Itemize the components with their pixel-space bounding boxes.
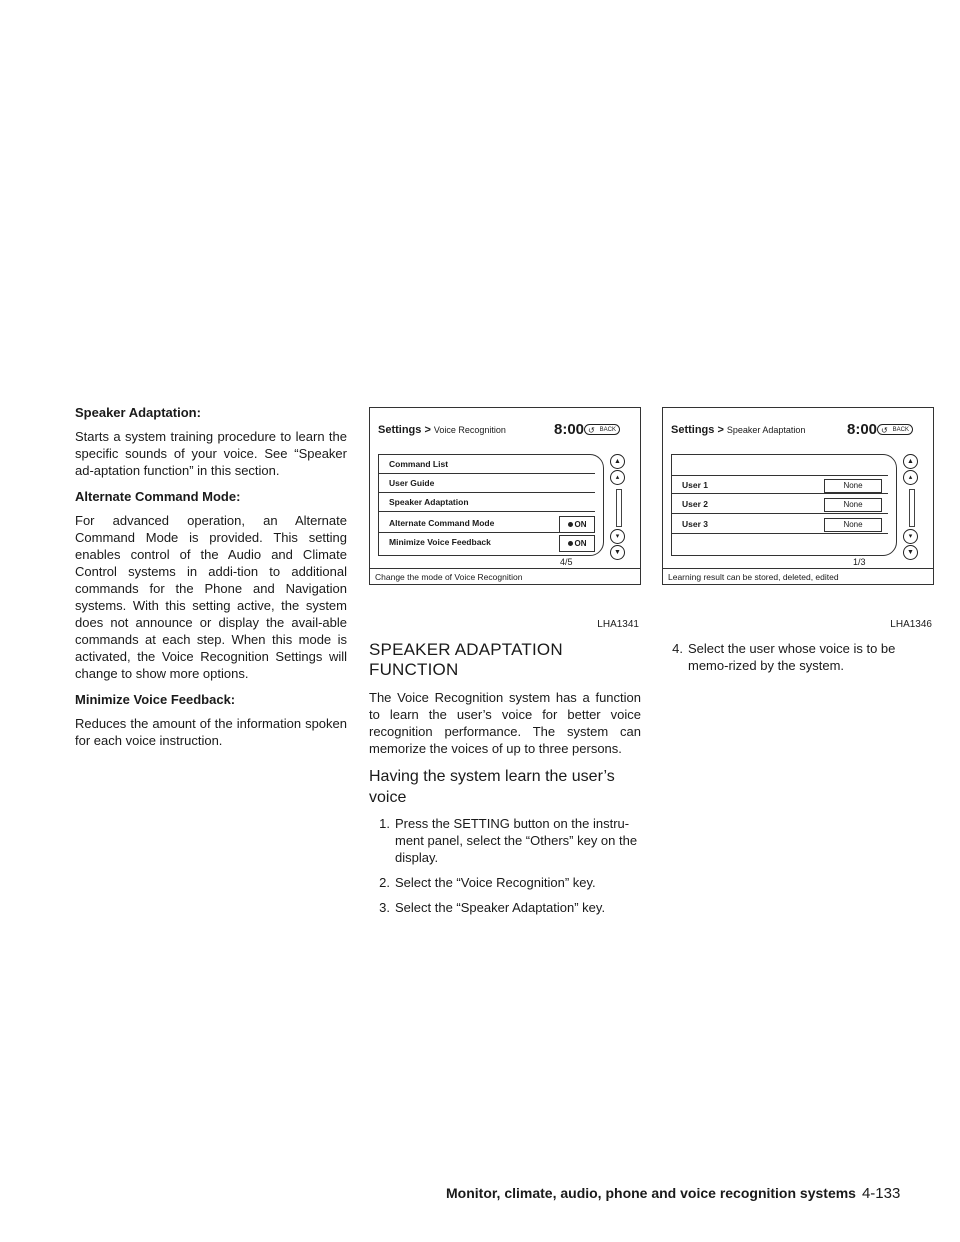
user-status: None [824, 518, 882, 532]
scroll-up-icon[interactable]: ▴ [610, 470, 625, 485]
step-item [369, 874, 641, 891]
user-list [671, 454, 897, 556]
scroll-up-icon[interactable]: ▴ [903, 470, 918, 485]
step-number: 4. [672, 641, 683, 656]
chapter-title: Monitor, climate, audio, phone and voice recognition systems [446, 1185, 856, 1201]
step-text: Select the “Voice Recognition” key. [395, 875, 596, 890]
column-2 [369, 640, 641, 924]
menu-item-minimize-voice-feedback[interactable]: Minimize Voice Feedback ON [379, 533, 595, 552]
step-item [369, 899, 641, 916]
scroll-down-icon[interactable]: ▾ [903, 529, 918, 544]
alternate-command-mode-heading: Alternate Command Mode: [75, 489, 241, 504]
page-down-icon[interactable]: ▼ [903, 545, 918, 560]
intro-paragraph: The Voice Recognition system has a function to learn the user’s voice for better voice recognition performance. The system can memorize the voices of up to three persons. [369, 690, 641, 756]
screen-footer-text: Change the mode of Voice Recognition [370, 568, 640, 585]
scrollbar[interactable] [616, 489, 622, 527]
scroll-down-icon[interactable]: ▾ [610, 529, 625, 544]
step-number: 3. [379, 900, 390, 915]
user-row[interactable]: User 3 None [672, 515, 888, 534]
speaker-adaptation-text: Starts a system training procedure to learn the specific sounds of your voice. See “Speaker ad-aptation function” in this section. [75, 429, 347, 478]
display-screen [369, 407, 641, 585]
section-title: SPEAKER ADAPTATION FUNCTION [369, 640, 563, 679]
page-indicator: 4/5 [560, 557, 573, 567]
screen-clock: 8:00 [554, 421, 585, 438]
user-status: None [824, 479, 882, 493]
speaker-adaptation-screen-figure [662, 407, 934, 633]
column-3 [662, 640, 934, 682]
scrollbar[interactable] [909, 489, 915, 527]
step-item [369, 815, 641, 866]
step-number: 1. [379, 816, 390, 831]
back-arrow-icon: ↺ [881, 426, 888, 435]
scroll-controls [608, 454, 628, 554]
voice-recognition-screen-figure [369, 407, 641, 633]
user-row[interactable]: User 1 None [672, 475, 888, 494]
page-down-icon[interactable]: ▼ [610, 545, 625, 560]
toggle-on-indicator[interactable]: ON [559, 516, 595, 533]
settings-list [378, 454, 604, 556]
screen-subtitle: Voice Recognition [433, 425, 506, 435]
page-up-icon[interactable]: ▲ [903, 454, 918, 469]
figure-code: LHA1346 [890, 619, 932, 630]
page-number: 4-133 [861, 1185, 901, 1202]
indicator-dot-icon [568, 541, 573, 546]
screen-clock: 8:00 [847, 421, 878, 438]
step-text: Select the “Speaker Adaptation” key. [395, 900, 606, 915]
menu-item-speaker-adaptation[interactable]: Speaker Adaptation [379, 493, 595, 512]
speaker-adaptation-heading: Speaker Adaptation: [75, 405, 201, 420]
screen-title: Settings > Speaker Adaptation [671, 424, 806, 436]
toggle-on-indicator[interactable]: ON [559, 535, 595, 552]
minimize-voice-feedback-heading: Minimize Voice Feedback: [75, 692, 236, 707]
figure-code: LHA1341 [597, 619, 639, 630]
subheading: Having the system learn the user’s voice [369, 768, 615, 806]
menu-item-alternate-command-mode[interactable]: Alternate Command Mode ON [379, 514, 595, 533]
minimize-voice-feedback-text: Reduces the amount of the information spoken for each voice instruction. [75, 716, 347, 748]
page-indicator: 1/3 [853, 557, 866, 567]
menu-item-command-list[interactable]: Command List [379, 455, 595, 474]
page-up-icon[interactable]: ▲ [610, 454, 625, 469]
screen-subtitle: Speaker Adaptation [726, 425, 806, 435]
user-status: None [824, 498, 882, 512]
menu-item-user-guide[interactable]: User Guide [379, 474, 595, 493]
step-text: Press the SETTING button on the instru-ment panel, select the “Others” key on the display. [395, 816, 638, 865]
step-item [662, 640, 934, 674]
screen-title: Settings > Voice Recognition [378, 424, 506, 436]
scroll-controls [901, 454, 921, 554]
indicator-dot-icon [568, 522, 573, 527]
screen-footer-text: Learning result can be stored, deleted, edited [663, 568, 933, 585]
back-arrow-icon: ↺ [588, 426, 595, 435]
user-row[interactable]: User 2 None [672, 495, 888, 514]
back-button[interactable]: ↺ BACK [584, 424, 620, 435]
column-1 [75, 404, 347, 758]
page-footer [446, 1185, 900, 1202]
back-button[interactable]: ↺ BACK [877, 424, 913, 435]
alternate-command-mode-text: For advanced operation, an Alternate Command Mode is provided. This setting enables control of the Audio and Climate Control systems in addi-tion to additional commands for the Phone and Navigation systems. With this setting active, the system does not announce or display the avail-able commands at each step. When this mode is activated, the Voice Recognition Settings will change to show more options. [75, 513, 347, 681]
display-screen [662, 407, 934, 585]
step-text: Select the user whose voice is to be memo-rized by the system. [688, 641, 896, 673]
step-number: 2. [379, 875, 390, 890]
